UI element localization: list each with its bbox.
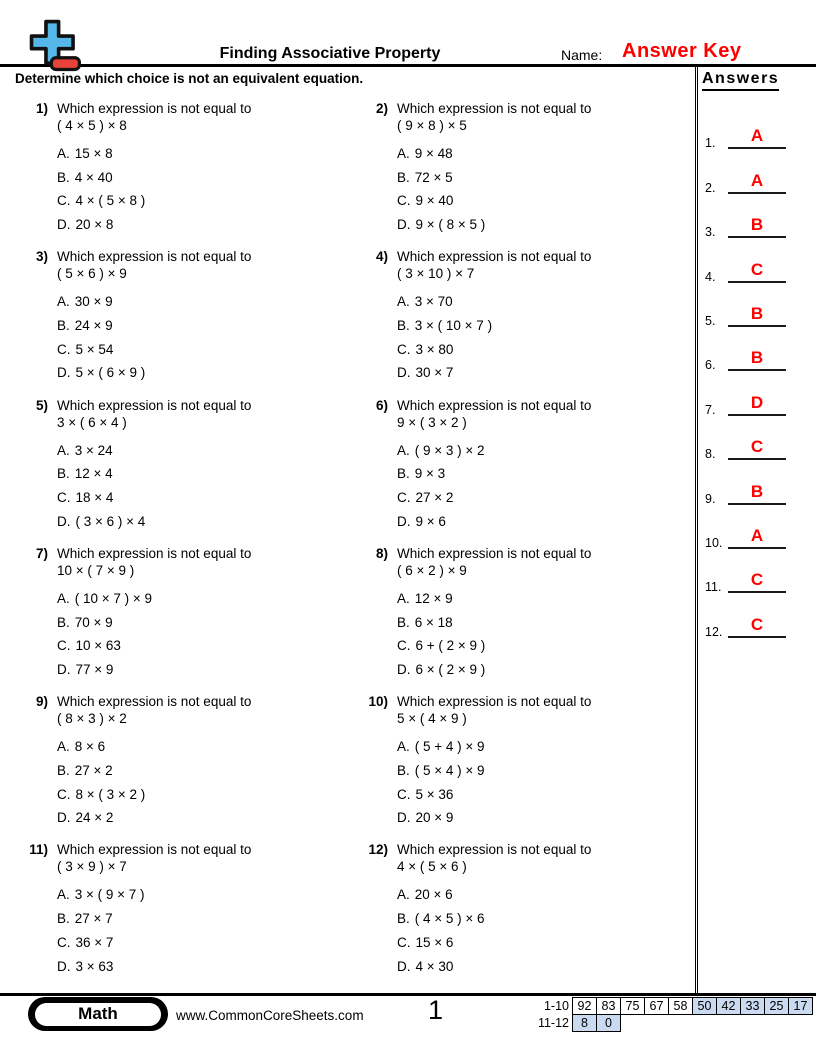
option-b-label: B.	[57, 614, 70, 630]
answer-value: D	[750, 392, 764, 412]
question-body	[397, 841, 692, 989]
question-prompt: Which expression is not equal to	[397, 101, 592, 116]
option-d-text: 77 × 9	[75, 662, 114, 677]
option-c-text: 4 × ( 5 × 8 )	[75, 193, 146, 209]
option-a	[397, 883, 692, 907]
question-expression: ( 8 × 3 ) × 2	[57, 711, 127, 727]
option-c	[57, 634, 356, 658]
footer-divider	[0, 993, 816, 996]
option-d-text: 9 × ( 8 × 5 )	[415, 217, 486, 233]
option-b-text: 27 × 7	[74, 911, 113, 927]
score-row-2	[523, 1014, 813, 1032]
option-d-label: D.	[397, 662, 411, 677]
answer-blank-line	[728, 126, 786, 149]
answer-value: C	[750, 259, 764, 279]
question-number: 10)	[368, 694, 388, 710]
option-d	[57, 658, 356, 682]
option-c-text: 18 × 4	[75, 490, 114, 505]
score-cell: 33	[740, 997, 765, 1015]
answer-blank-line	[728, 215, 786, 238]
answer-item	[702, 245, 812, 289]
answer-value: A	[750, 170, 764, 190]
answer-value: A	[750, 525, 764, 545]
option-d-text: 9 × 6	[415, 513, 446, 529]
score-row-label: 1-10	[543, 999, 569, 1013]
plus-minus-logo-icon	[27, 17, 83, 75]
option-b	[397, 611, 692, 635]
question-body	[397, 100, 692, 248]
question-item	[356, 248, 692, 396]
question-item	[16, 397, 356, 545]
answer-item	[702, 378, 812, 422]
answer-item	[702, 201, 812, 245]
question-body	[57, 397, 356, 545]
option-a-text: ( 5 + 4 ) × 9	[414, 739, 485, 755]
question-options	[397, 439, 692, 534]
question-number: 8)	[375, 545, 388, 561]
answer-blank-line	[728, 348, 786, 371]
option-d-label: D.	[397, 958, 411, 974]
option-d-label: D.	[57, 810, 71, 826]
answer-value: B	[750, 215, 764, 235]
answer-blank-line	[728, 171, 786, 194]
question-options	[57, 587, 356, 682]
answer-number: 5.	[705, 313, 716, 328]
option-d-text: 4 × 30	[415, 958, 454, 974]
option-d-label: D.	[57, 662, 71, 677]
question-body	[397, 397, 692, 545]
option-a	[397, 735, 692, 759]
option-a	[57, 735, 356, 759]
option-a-text: 3 × ( 9 × 7 )	[74, 887, 145, 903]
option-a-text: 30 × 9	[74, 294, 113, 310]
score-cell: 8	[572, 1014, 597, 1032]
option-a-text: 3 × 70	[414, 294, 453, 310]
question-expression: ( 4 × 5 ) × 8	[57, 118, 127, 133]
option-b	[397, 462, 692, 486]
answer-number: 10.	[705, 535, 723, 550]
option-a-label: A.	[57, 146, 70, 161]
answer-number: 8.	[705, 447, 716, 462]
option-d	[397, 213, 692, 237]
answer-blank-line	[728, 482, 786, 505]
option-c-label: C.	[57, 638, 71, 654]
score-cell: 58	[668, 997, 693, 1015]
answer-value: B	[750, 303, 764, 323]
option-a	[397, 290, 692, 314]
question-prompt: Which expression is not equal to	[57, 101, 252, 116]
question-prompt: Which expression is not equal to	[397, 842, 592, 858]
answer-item	[702, 512, 812, 556]
question-body	[57, 841, 356, 989]
option-a	[397, 587, 692, 611]
option-b	[57, 462, 356, 486]
option-c-label: C.	[397, 638, 411, 654]
option-a-label: A.	[57, 590, 70, 606]
question-item	[16, 248, 356, 396]
answers-separator	[695, 66, 698, 993]
option-c-text: 5 × 54	[75, 341, 114, 357]
question-expression: ( 3 × 10 ) × 7	[397, 266, 475, 282]
subject-badge-label: Math	[35, 1003, 161, 1026]
score-cell: 75	[620, 997, 645, 1015]
answer-value: B	[750, 481, 764, 501]
option-b-text: 6 × 18	[414, 614, 453, 630]
option-b-text: 4 × 40	[74, 169, 113, 185]
subject-badge	[28, 997, 168, 1031]
question-body	[397, 248, 692, 396]
answer-blank-line	[728, 393, 786, 416]
question-number: 6)	[375, 397, 388, 413]
answer-item	[702, 423, 812, 467]
question-options	[57, 883, 356, 978]
score-cell: 17	[788, 997, 813, 1015]
question-options	[397, 883, 692, 978]
question-body	[57, 100, 356, 248]
option-d-text: ( 3 × 6 ) × 4	[75, 513, 146, 529]
question-prompt: Which expression is not equal to	[57, 397, 252, 413]
option-d	[57, 510, 356, 534]
question-expression: ( 6 × 2 ) × 9	[397, 562, 467, 578]
option-b	[397, 907, 692, 931]
question-body	[57, 248, 356, 396]
question-prompt: Which expression is not equal to	[397, 545, 592, 561]
option-a-label: A.	[57, 739, 70, 755]
option-b-text: 72 × 5	[414, 169, 453, 185]
option-b	[57, 314, 356, 338]
score-row-label: 11-12	[537, 1016, 569, 1030]
question-number: 12)	[368, 842, 388, 858]
option-b-label: B.	[397, 614, 410, 630]
question-expression: 4 × ( 5 × 6 )	[397, 859, 467, 875]
option-d	[397, 806, 692, 830]
question-number: 5)	[35, 397, 48, 413]
question-number: 7)	[35, 545, 48, 561]
answer-number: 2.	[705, 180, 716, 195]
option-c-label: C.	[397, 341, 411, 357]
option-d	[397, 510, 692, 534]
option-c-text: 8 × ( 3 × 2 )	[75, 786, 146, 802]
option-d-label: D.	[57, 365, 71, 381]
option-c-label: C.	[397, 490, 411, 505]
option-b	[397, 314, 692, 338]
option-c-text: 36 × 7	[75, 934, 114, 950]
answer-blank-line	[728, 304, 786, 327]
instruction-text: Determine which choice is not an equivalent equation.	[15, 71, 364, 86]
option-d	[397, 955, 692, 979]
option-a-text: 3 × 24	[74, 442, 113, 458]
option-c	[397, 783, 692, 807]
answer-value: B	[750, 348, 764, 368]
name-label: Name:	[561, 47, 603, 63]
option-c-text: 9 × 40	[415, 193, 454, 209]
answer-number: 4.	[705, 269, 716, 284]
option-d-text: 6 × ( 2 × 9 )	[415, 662, 486, 677]
page-number: 1	[428, 995, 444, 1025]
option-b	[57, 907, 356, 931]
option-a-text: ( 10 × 7 ) × 9	[74, 590, 153, 606]
question-body	[57, 545, 356, 693]
option-b-label: B.	[57, 318, 70, 333]
question-number: 1)	[35, 101, 48, 116]
score-grid	[523, 997, 813, 1032]
option-d	[57, 361, 356, 385]
option-c	[397, 634, 692, 658]
option-a-label: A.	[397, 294, 410, 310]
option-a-text: ( 9 × 3 ) × 2	[414, 442, 485, 458]
answers-column-title: Answers	[702, 70, 779, 91]
option-c-text: 6 + ( 2 × 9 )	[415, 638, 486, 654]
answer-number: 7.	[705, 402, 716, 417]
option-a-text: 20 × 6	[414, 887, 453, 903]
option-a-label: A.	[397, 146, 410, 161]
option-c	[57, 931, 356, 955]
question-expression: 10 × ( 7 × 9 )	[57, 562, 135, 578]
question-item	[16, 545, 356, 693]
question-item	[356, 693, 692, 841]
answer-item	[702, 600, 812, 644]
option-a	[397, 439, 692, 463]
answer-item	[702, 156, 812, 200]
answer-item	[702, 556, 812, 600]
answer-blank-line	[728, 260, 786, 283]
option-b-text: ( 5 × 4 ) × 9	[414, 762, 485, 778]
option-d	[397, 361, 692, 385]
option-c	[397, 931, 692, 955]
answer-number: 9.	[705, 491, 716, 506]
question-number: 11)	[29, 842, 48, 858]
score-cell: 83	[596, 997, 621, 1015]
option-a-label: A.	[57, 887, 70, 903]
question-item	[16, 100, 356, 248]
option-d-label: D.	[397, 365, 411, 381]
option-d	[57, 955, 356, 979]
option-a	[57, 587, 356, 611]
answer-value: A	[750, 126, 764, 146]
option-c-text: 15 × 6	[415, 934, 454, 950]
question-number: 9)	[35, 694, 48, 710]
option-c-text: 3 × 80	[415, 341, 454, 357]
option-b-text: 27 × 2	[74, 762, 113, 778]
option-a	[57, 439, 356, 463]
option-d	[57, 213, 356, 237]
option-b-label: B.	[57, 169, 70, 185]
option-d-text: 5 × ( 6 × 9 )	[75, 365, 146, 381]
option-b-label: B.	[397, 762, 410, 778]
question-options	[57, 439, 356, 534]
option-d-text: 20 × 8	[75, 217, 114, 233]
question-options	[397, 735, 692, 830]
question-prompt: Which expression is not equal to	[57, 249, 252, 265]
question-prompt: Which expression is not equal to	[57, 842, 252, 858]
answer-blank-line	[728, 437, 786, 460]
option-c-label: C.	[57, 786, 71, 802]
option-b-label: B.	[397, 466, 410, 482]
question-prompt: Which expression is not equal to	[397, 249, 592, 265]
option-c-label: C.	[397, 934, 411, 950]
answers-list	[702, 112, 812, 645]
question-expression: ( 3 × 9 ) × 7	[57, 859, 127, 875]
option-d-label: D.	[397, 810, 411, 826]
option-b-label: B.	[397, 911, 410, 927]
option-c-label: C.	[57, 934, 71, 950]
option-d-text: 24 × 2	[75, 810, 114, 826]
option-d-label: D.	[57, 217, 71, 233]
option-c-label: C.	[397, 786, 411, 802]
question-expression: 9 × ( 3 × 2 )	[397, 414, 467, 430]
option-d-label: D.	[397, 217, 411, 233]
question-options	[57, 290, 356, 385]
option-c-text: 27 × 2	[415, 490, 454, 505]
answer-number: 1.	[705, 136, 716, 151]
option-b-label: B.	[57, 911, 70, 927]
option-a-label: A.	[57, 294, 70, 310]
question-item	[356, 100, 692, 248]
question-body	[57, 693, 356, 841]
answer-number: 3.	[705, 225, 716, 240]
option-a-text: 8 × 6	[74, 739, 106, 755]
question-expression: 5 × ( 4 × 9 )	[397, 711, 467, 727]
option-b-text: 24 × 9	[74, 318, 113, 333]
question-options	[397, 290, 692, 385]
answer-number: 6.	[705, 358, 716, 373]
question-expression: 3 × ( 6 × 4 )	[57, 414, 127, 430]
option-d-label: D.	[57, 958, 71, 974]
option-a	[57, 290, 356, 314]
question-options	[397, 587, 692, 682]
option-a-label: A.	[57, 442, 70, 458]
question-options	[57, 142, 356, 237]
header-divider	[0, 64, 816, 67]
question-options	[397, 142, 692, 237]
option-a-label: A.	[397, 887, 410, 903]
option-d-text: 20 × 9	[415, 810, 454, 826]
option-a-text: 12 × 9	[414, 590, 453, 606]
option-b	[57, 611, 356, 635]
answer-item	[702, 290, 812, 334]
answer-item	[702, 334, 812, 378]
option-c-text: 10 × 63	[75, 638, 121, 654]
option-c-label: C.	[57, 341, 71, 357]
score-cell: 42	[716, 997, 741, 1015]
questions-grid	[16, 100, 692, 990]
answer-value: C	[750, 614, 764, 634]
question-expression: ( 9 × 8 ) × 5	[397, 118, 467, 133]
option-c	[397, 486, 692, 510]
question-item	[356, 545, 692, 693]
option-b-label: B.	[397, 318, 410, 333]
option-b-label: B.	[57, 762, 70, 778]
option-c	[397, 189, 692, 213]
option-a	[397, 142, 692, 166]
option-a-text: 9 × 48	[414, 146, 453, 161]
question-item	[356, 841, 692, 989]
option-b-text: 12 × 4	[74, 466, 113, 482]
question-prompt: Which expression is not equal to	[397, 397, 592, 413]
option-d	[397, 658, 692, 682]
option-d-label: D.	[57, 513, 71, 529]
question-number: 4)	[375, 249, 388, 265]
answer-number: 11.	[705, 580, 722, 595]
score-cells-row-1	[573, 997, 813, 1015]
option-b	[397, 166, 692, 190]
answer-number: 12.	[705, 624, 723, 639]
score-cell: 0	[596, 1014, 621, 1032]
option-b-label: B.	[57, 466, 70, 482]
option-b-text: ( 4 × 5 ) × 6	[414, 911, 485, 927]
score-row-1	[523, 997, 813, 1015]
score-cell: 67	[644, 997, 669, 1015]
question-body	[397, 545, 692, 693]
option-d-label: D.	[397, 513, 411, 529]
question-item	[16, 841, 356, 989]
option-c	[57, 338, 356, 362]
question-body	[397, 693, 692, 841]
option-b	[57, 166, 356, 190]
option-b-text: 70 × 9	[74, 614, 113, 630]
question-item	[16, 693, 356, 841]
score-cell: 25	[764, 997, 789, 1015]
answer-item	[702, 467, 812, 511]
option-d-text: 30 × 7	[415, 365, 454, 381]
question-expression: ( 5 × 6 ) × 9	[57, 266, 127, 282]
question-prompt: Which expression is not equal to	[397, 694, 592, 710]
question-number: 3)	[35, 249, 48, 265]
option-c	[57, 486, 356, 510]
option-b-label: B.	[397, 169, 410, 185]
question-number: 2)	[375, 101, 388, 116]
option-c-text: 5 × 36	[415, 786, 454, 802]
answer-value: C	[750, 437, 764, 457]
option-b-text: 9 × 3	[414, 466, 446, 482]
option-c-label: C.	[57, 193, 71, 209]
score-cells-row-2	[573, 1014, 621, 1032]
page-title: Finding Associative Property	[219, 45, 441, 62]
option-c-label: C.	[397, 193, 411, 209]
option-b	[397, 759, 692, 783]
question-prompt: Which expression is not equal to	[57, 694, 252, 710]
option-c	[57, 189, 356, 213]
website-url: www.CommonCoreSheets.com	[176, 1008, 364, 1023]
answer-blank-line	[728, 570, 786, 593]
question-prompt: Which expression is not equal to	[57, 545, 252, 561]
option-d	[57, 806, 356, 830]
option-c-label: C.	[57, 490, 71, 505]
option-a-label: A.	[397, 590, 410, 606]
option-d-text: 3 × 63	[75, 958, 114, 974]
score-cell: 50	[692, 997, 717, 1015]
option-a-label: A.	[397, 739, 410, 755]
option-a	[57, 883, 356, 907]
question-options	[57, 735, 356, 830]
option-b	[57, 759, 356, 783]
option-a-label: A.	[397, 442, 410, 458]
answer-blank-line	[728, 615, 786, 638]
answer-value: C	[750, 570, 764, 590]
question-item	[356, 397, 692, 545]
name-value-answer-key: Answer Key	[622, 40, 742, 62]
answer-blank-line	[728, 526, 786, 549]
score-cell: 92	[572, 997, 597, 1015]
option-a-text: 15 × 8	[74, 146, 113, 161]
option-c	[57, 783, 356, 807]
option-a	[57, 142, 356, 166]
option-c	[397, 338, 692, 362]
answer-item	[702, 112, 812, 156]
option-b-text: 3 × ( 10 × 7 )	[414, 318, 493, 333]
